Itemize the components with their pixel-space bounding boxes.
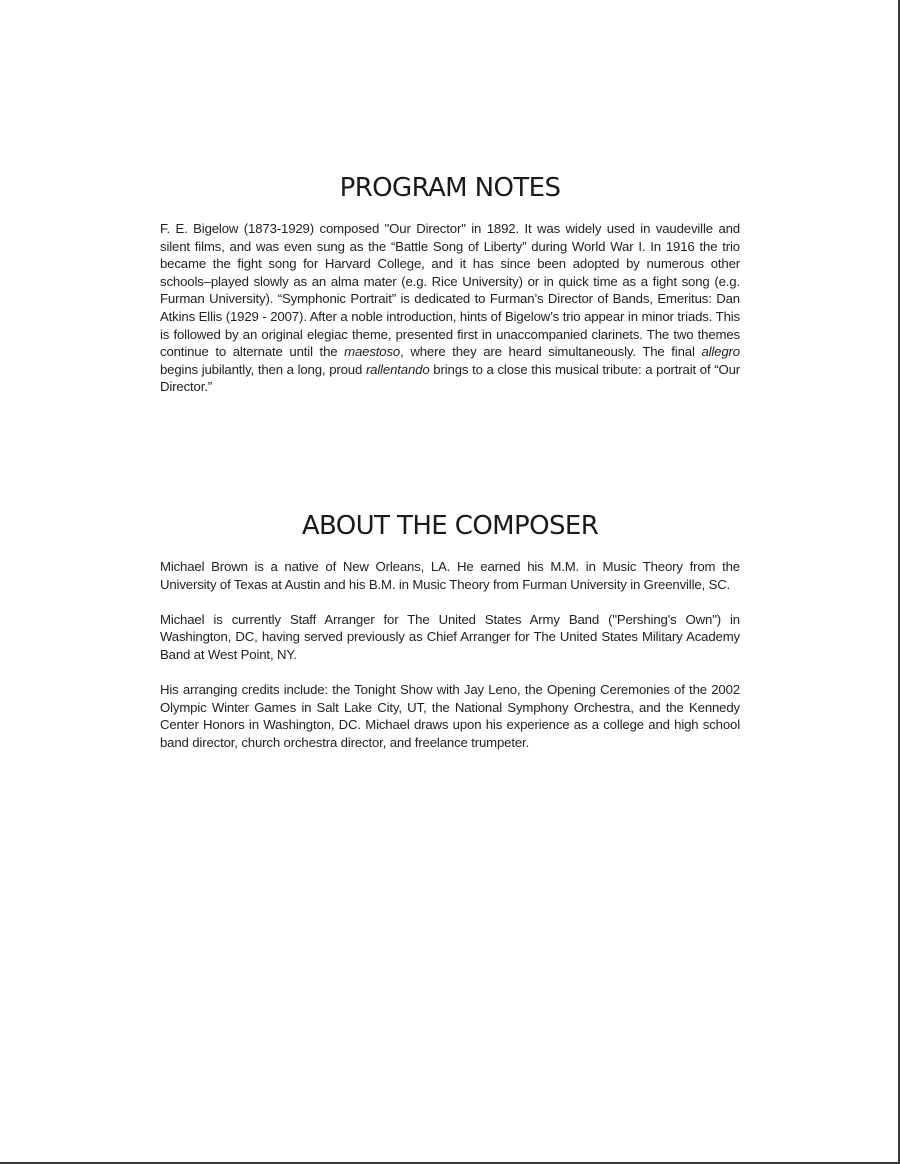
- composer-bio-paragraph: Michael Brown is a native of New Orleans, LA. He earned his M.M. in Music Theory from the University of Texas at Austin and his B.M. in Music Theory from Furman University in Greenville, SC.: [160, 558, 740, 592]
- program-notes-title: PROGRAM NOTES: [339, 173, 561, 203]
- program-notes-italic-term: maestoso: [344, 344, 401, 360]
- composer-bio-paragraph: His arranging credits include: the Tonight Show with Jay Leno, the Opening Ceremonies of the 2002 Olympic Winter Games in Salt Lake City, UT, the National Symphony Orchestra, and the Kennedy Center Honors in Washington, DC. Michael draws upon his experience as a college and high school band director, church orchestra director, and freelance trumpeter.: [160, 682, 740, 750]
- program-notes-paragraph: [160, 220, 740, 396]
- program-notes-section: [160, 170, 740, 396]
- document-body: [160, 170, 740, 751]
- about-composer-section: [160, 508, 740, 752]
- program-notes-text: brings to a close this musical tribute: a portrait of “Our Director.”: [160, 361, 741, 395]
- about-composer-title: ABOUT THE COMPOSER: [301, 510, 599, 541]
- program-notes-text: F. E. Bigelow (1873-1929) composed "Our Director" in 1892. It was widely used in vaudeville and silent films, and was even sung as the “Battle Song of Liberty” during World War I. In 1916 the trio became the fight song for Harvard College, and it has since been adopted by numerous other schools–played slowly as an alma mater (e.g. Rice University) or in quick time as a fight song (e.g. Furman University). “Symphonic Portrait” is dedicated to Furman’s Director of Bands, Emeritus: Dan Atkins Ellis (1929 - 2007). After a noble introduction, hints of Bigelow’s trio appear in minor triads. This is followed by an original elegiac theme, presented first in unaccompanied clarinets. The two themes continue to alternate until the: [160, 221, 740, 360]
- program-notes-italic-term: rallentando: [365, 361, 430, 377]
- program-notes-italic-term: allegro: [701, 344, 740, 360]
- program-notes-text: begins jubilantly, then a long, proud: [160, 361, 366, 377]
- composer-bio-paragraph: Michael is currently Staff Arranger for The United States Army Band ("Pershing's Own") in Washington, DC, having served previously as Chief Arranger for The United States Military Academy Band at West Point, NY.: [160, 611, 740, 662]
- program-notes-text: , where they are heard simultaneously. The final: [400, 344, 702, 360]
